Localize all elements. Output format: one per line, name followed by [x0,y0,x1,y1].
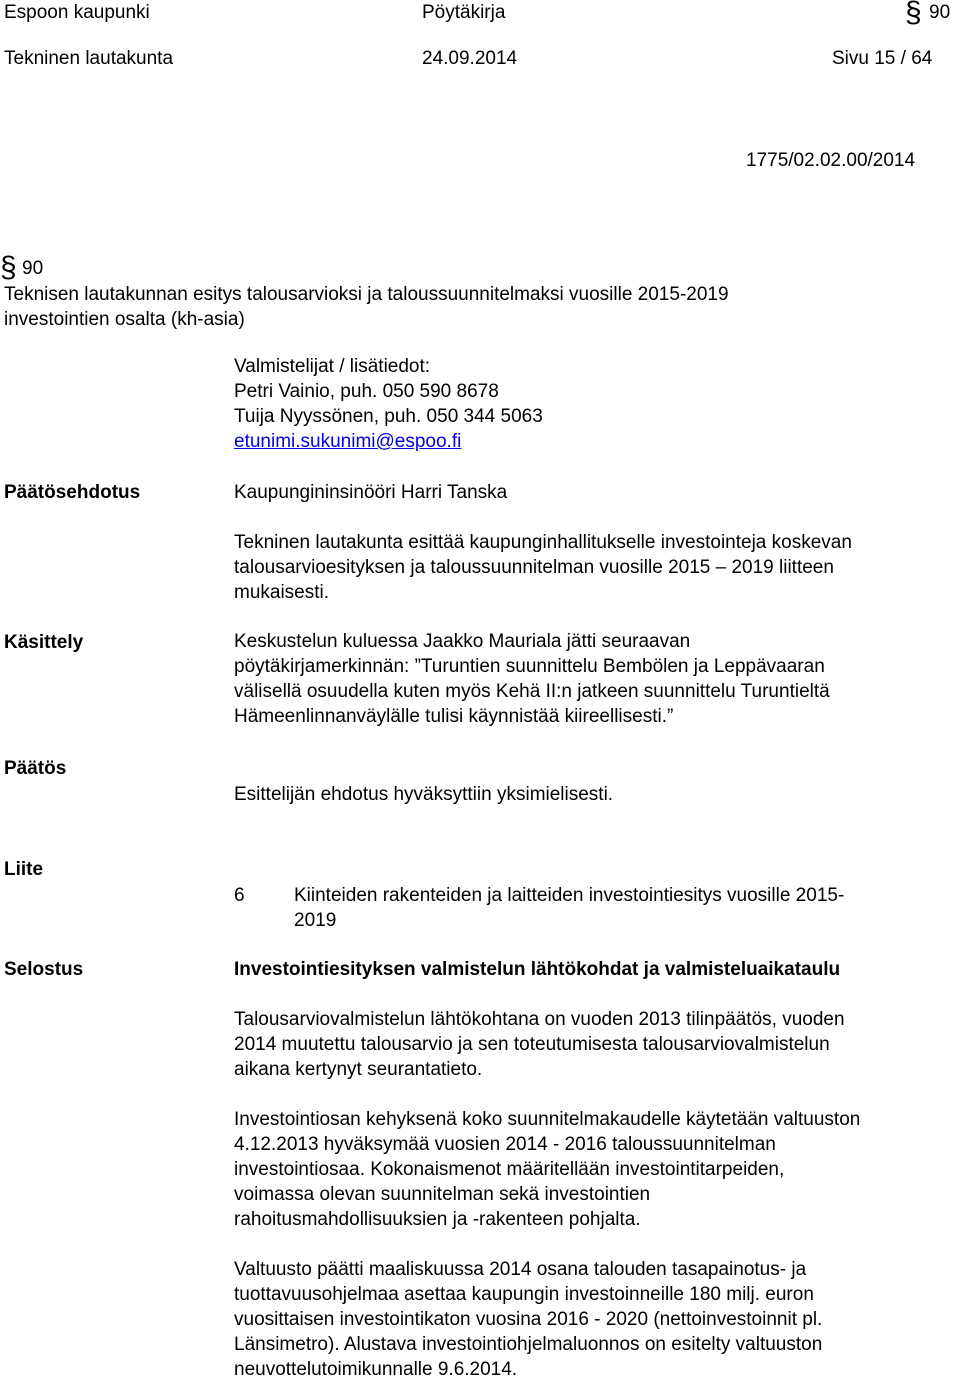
preparers-block [234,354,952,454]
document-type: Pöytäkirja [422,2,506,23]
handling-block [234,629,952,729]
preparer-2: Tuija Nyyssönen, puh. 050 344 5063 [234,406,543,427]
page-number: Sivu 15 / 64 [832,48,933,69]
organization-name: Espoon kaupunki [4,2,150,23]
record-id: 1775/02.02.00/2014 [746,150,916,171]
paragraph-symbol-icon: § [905,0,922,29]
handling-text-line-4: Hämeenlinnanväylälle tulisi käynnistää kiireellisesti.” [234,706,674,727]
proposer: Kaupungininsinööri Harri Tanska [234,482,508,503]
item-title-line-1: Teknisen lautakunnan esitys talousarvioksi ja taloussuunnitelmaksi vuosille 2015-2019 [4,284,729,305]
description-heading: Investointiesityksen valmistelun lähtökohdat ja valmisteluaikataulu [234,959,841,980]
meeting-date: 24.09.2014 [422,48,518,69]
description-p1-line-2: 2014 muutettu talousarvio ja sen toteutumisesta talousarviovalmistelun [234,1034,830,1055]
description-p2-line-1: Investointiosan kehyksenä koko suunnitelmakaudelle käytetään valtuuston [234,1109,861,1130]
description-p1-line-3: aikana kertynyt seurantatieto. [234,1059,483,1080]
proposal-text-line-3: mukaisesti. [234,582,330,603]
description-p2-line-3: investointiosaa. Kokonaismenot määritellään investointitarpeiden, [234,1159,785,1180]
description-p1-line-1: Talousarviovalmistelun lähtökohtana on vuoden 2013 tilinpäätös, vuoden [234,1009,845,1030]
item-title-line-2: investointien osalta (kh-asia) [4,309,245,330]
attachment-number: 6 [234,885,245,906]
handling-label: Käsittely [4,632,84,653]
handling-text-line-2: pöytäkirjamerkinnän: ”Turuntien suunnittelu Bembölen ja Leppävaaran [234,656,825,677]
description-p3-line-5: neuvottelutoimikunnalle 9.6.2014. [234,1359,518,1380]
committee-name: Tekninen lautakunta [4,48,174,69]
decision-text: Esittelijän ehdotus hyväksyttiin yksimielisesti. [234,784,614,805]
description-p3-line-1: Valtuusto päätti maaliskuussa 2014 osana talouden tasapainotus- ja [234,1259,807,1280]
description-p2-line-4: voimassa olevan suunnitelman sekä investointien [234,1184,651,1205]
proposal-text-line-2: talousarvioesityksen ja taloussuunnitelman vuosille 2015 – 2019 liitteen [234,557,834,578]
header-paragraph-number: 90 [929,2,951,23]
handling-text-line-3: välisellä osuudella kuten myös Kehä II:n jatkeen suunnittelu Turuntieltä [234,681,830,702]
preparer-1: Petri Vainio, puh. 050 590 8678 [234,381,499,402]
attachment-title-line-2: 2019 [294,910,337,931]
description-p3-line-3: vuosittaisen investointikaton vuosina 2016 - 2020 (nettoinvestoinnit pl. [234,1309,823,1330]
item-number: 90 [22,258,44,279]
attachment-title-line-1: Kiinteiden rakenteiden ja laitteiden investointiesitys vuosille 2015- [294,885,845,906]
description-p2-line-2: 4.12.2013 hyväksymää vuosien 2014 - 2016 taloussuunnitelman [234,1134,776,1155]
attachment-label: Liite [4,859,44,880]
proposal-text-line-1: Tekninen lautakunta esittää kaupunginhallitukselle investointeja koskevan [234,532,852,553]
handling-text-line-1: Keskustelun kuluessa Jaakko Mauriala jätti seuraavan [234,631,691,652]
description-block [234,957,952,1382]
email-link[interactable]: etunimi.sukunimi@espoo.fi [234,431,462,452]
proposal-block [234,480,952,605]
decision-label: Päätös [4,758,67,779]
preparers-heading: Valmistelijat / lisätiedot: [234,356,431,377]
description-p2-line-5: rahoitusmahdollisuuksien ja -rakenteen pohjalta. [234,1209,641,1230]
item-paragraph-symbol-icon: § [0,251,17,284]
description-p3-line-4: Länsimetro). Alustava investointiohjelmaluonnos on esitelty valtuuston [234,1334,823,1355]
proposal-label: Päätösehdotus [4,482,141,503]
description-label: Selostus [4,959,84,980]
description-p3-line-2: tuottavuusohjelmaa asettaa kaupungin investoinneille 180 milj. euron [234,1284,814,1305]
